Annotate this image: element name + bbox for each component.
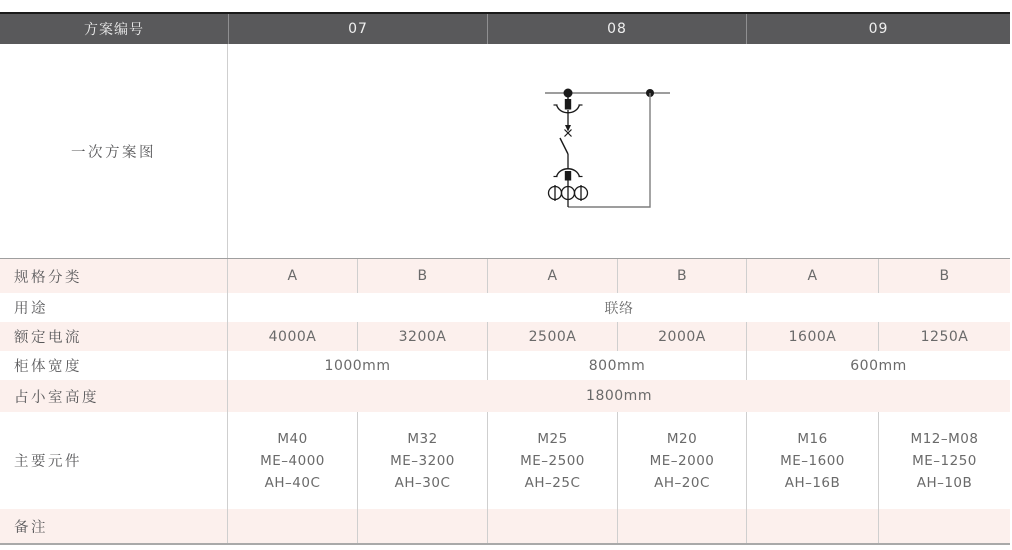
component-line: AH–40C [264,474,321,491]
usage-label: 用途 [0,293,228,322]
component-line: M25 [537,430,568,447]
rated-current-cell-09b: 1250A [878,322,1010,351]
remarks-cell-08b [617,509,746,543]
components-cell-08b [617,412,746,509]
spec-cell-07a: A [287,268,298,284]
component-line: ME–1600 [780,452,845,469]
remarks-cell-09a [746,509,878,543]
component-line: M12–M08 [910,430,979,447]
component-line: ME–1250 [912,452,977,469]
table-header-row [0,14,1010,44]
component-line: ME–2500 [520,452,585,469]
component-line: M16 [797,430,828,447]
spec-cell-09b: B [878,259,1010,293]
component-line: ME–4000 [260,452,325,469]
components-cell-07a [228,412,357,509]
rated-current-cell-09a: 1600A [746,322,878,351]
component-line: M40 [277,430,308,447]
breaker-contact-icon [565,125,572,137]
component-line: ME–3200 [390,452,455,469]
remarks-cell-07b [357,509,487,543]
drawout-contact-lower-icon [554,169,583,181]
rated-current-cell-07a: 4000A [268,328,317,345]
header-scheme-07: 07 [228,14,487,44]
primary-diagram-label: 一次方案图 [0,44,228,258]
spec-cell-07b: B [357,259,487,293]
row-cabinet-width [0,351,1010,380]
cabinet-width-cell-08: 800mm [487,351,746,380]
components-cell-07b [357,412,487,509]
compartment-height-cell: 1800mm [586,388,652,404]
cabinet-width-cell-07: 1000mm [324,357,391,374]
remarks-label: 备注 [0,509,228,543]
spec-cell-09a: A [746,259,878,293]
rated-current-cell-07b: 3200A [357,322,487,351]
component-line: AH–25C [524,474,581,491]
component-line: M32 [407,430,438,447]
cabinet-width-label: 柜体宽度 [0,351,228,380]
usage-value-cell: 联络 [604,300,634,317]
component-line: AH–20C [654,474,710,491]
component-line: M20 [666,430,698,447]
row-usage [0,293,1010,322]
remarks-cell-09b [878,509,1010,543]
remarks-cell-07a [228,509,357,543]
scheme-table [0,12,1010,545]
row-rated-current [0,322,1010,351]
component-line: AH–16B [784,474,841,491]
component-line: AH–30C [394,474,451,491]
header-scheme-08: 08 [487,14,746,44]
compartment-height-label: 占小室高度 [0,380,228,412]
spec-cell-08a: A [487,259,617,293]
spec-class-label: 规格分类 [0,259,228,293]
row-spec-class [0,258,1010,293]
row-compartment-height [0,380,1010,412]
tie-loop-line [568,93,650,207]
components-cell-08a [487,412,617,509]
primary-diagram-cell [228,44,1010,258]
rated-current-label: 额定电流 [0,322,228,351]
rated-current-cell-08b: 2000A [617,322,746,351]
spec-cell-08b: B [617,259,746,293]
primary-scheme-diagram [540,85,680,215]
component-line: AH–10B [916,474,973,491]
main-components-label: 主要元件 [0,412,228,509]
row-remarks [0,509,1010,543]
row-main-components [0,412,1010,509]
header-scheme-09: 09 [746,14,1010,44]
rated-current-cell-08a: 2500A [487,322,617,351]
switch-blade-icon [560,138,568,154]
remarks-cell-08a [487,509,617,543]
components-cell-09b [878,412,1010,509]
component-line: ME–2000 [649,452,715,469]
header-scheme-number-label: 方案编号 [84,22,144,38]
components-cell-09a [746,412,878,509]
row-primary-diagram [0,44,1010,258]
cabinet-width-cell-09: 600mm [746,351,1010,380]
